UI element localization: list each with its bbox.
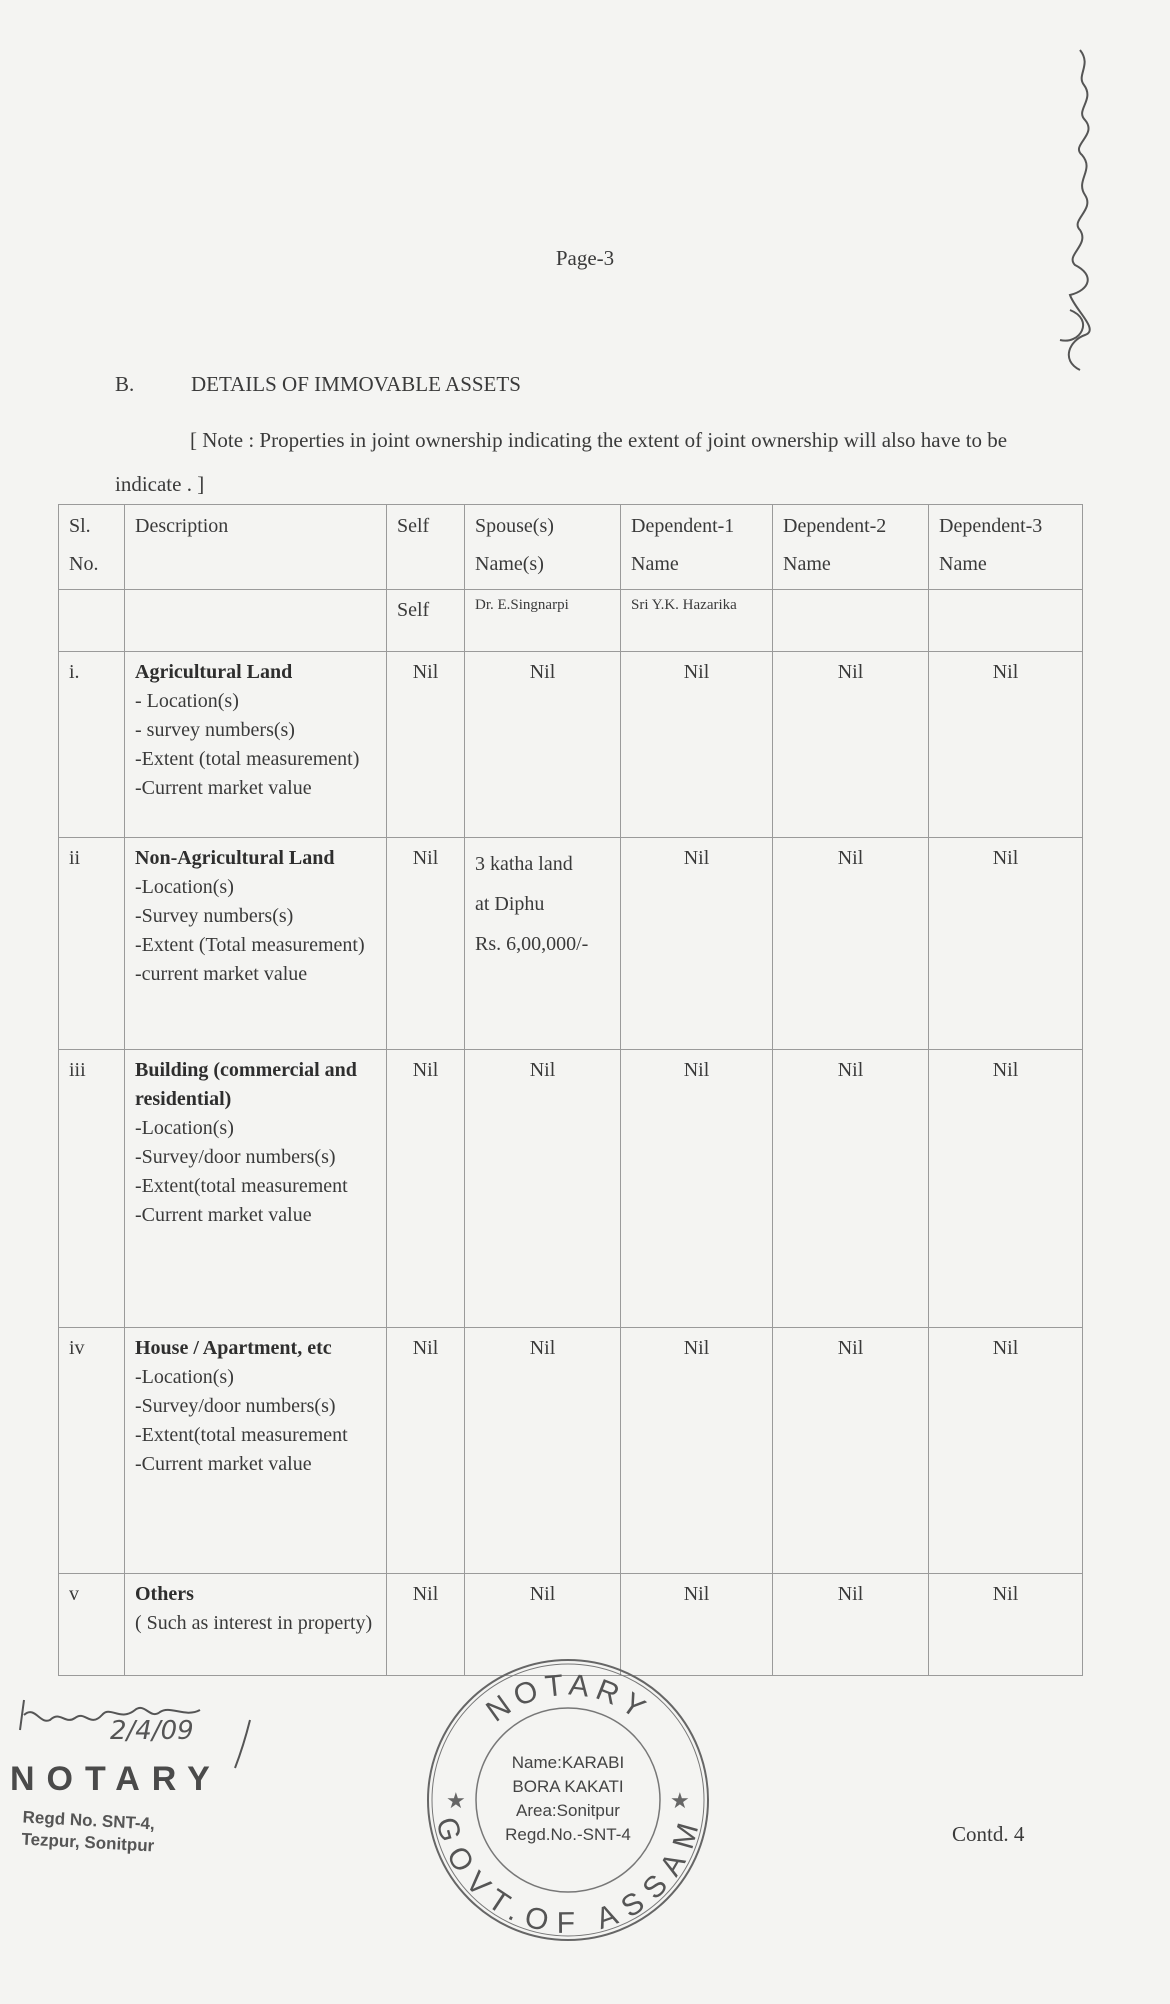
page-number: Page-3 [555, 246, 615, 270]
row-self: Nil [387, 838, 465, 1050]
row-description-line: -Survey numbers(s) [135, 905, 294, 927]
row-spouse-line: 3 katha land [475, 853, 573, 875]
row-spouse-line: Nil [529, 1583, 556, 1605]
name-dependent-2 [773, 590, 929, 652]
row-dependent-1: Nil [621, 838, 773, 1050]
row-self: Nil [387, 652, 465, 838]
notary-date: 2/4/09 [110, 1716, 194, 1746]
row-sl: v [59, 1574, 125, 1676]
row-self: Nil [387, 1328, 465, 1574]
header-dependent-1: Dependent-1 Name [621, 505, 773, 590]
row-dependent-3: Nil [929, 1328, 1083, 1574]
row-description [125, 838, 387, 1050]
header-dependent-2: Dependent-2 Name [773, 505, 929, 590]
row-description-line: -Extent (Total measurement) [135, 934, 365, 956]
svg-text:BORA KAKATI: BORA KAKATI [512, 1777, 624, 1796]
note-text: [ Note : Properties in joint ownership indicating the extent of joint ownership will also have to be indicate . ] [115, 428, 1008, 496]
row-description-line: -Location(s) [135, 1117, 234, 1139]
row-description [125, 1328, 387, 1574]
svg-text:★: ★ [670, 1788, 690, 1813]
row-title: Building (commercial and residential) [135, 1059, 357, 1110]
continued-label: Contd. 4 [952, 1822, 1025, 1846]
svg-text:Regd.No.-SNT-4: Regd.No.-SNT-4 [505, 1825, 631, 1844]
section-heading [115, 372, 521, 397]
table-header-row [59, 505, 1083, 590]
row-description-line: - survey numbers(s) [135, 719, 295, 741]
name-dependent-1: Sri Y.K. Hazarika [621, 590, 773, 652]
row-dependent-2: Nil [773, 838, 929, 1050]
row-dependent-2: Nil [773, 1328, 929, 1574]
svg-text:Name:KARABI: Name:KARABI [511, 1753, 625, 1772]
svg-text:★: ★ [446, 1788, 466, 1813]
table-row [59, 1328, 1083, 1574]
table-row [59, 652, 1083, 838]
row-description [125, 1574, 387, 1676]
row-title: Non-Agricultural Land [135, 847, 335, 869]
row-self: Nil [387, 1050, 465, 1328]
row-self: Nil [387, 1574, 465, 1676]
header-description: Description [125, 505, 387, 590]
row-spouse [465, 838, 621, 1050]
row-sl: iv [59, 1328, 125, 1574]
name-self: Self [387, 590, 465, 652]
row-title: Agricultural Land [135, 661, 293, 683]
row-title: House / Apartment, etc [135, 1337, 332, 1359]
row-dependent-3: Nil [929, 652, 1083, 838]
row-description-line: -Extent(total measurement [135, 1175, 348, 1197]
row-sl: iii [59, 1050, 125, 1328]
row-dependent-2: Nil [773, 1050, 929, 1328]
table-row [59, 1050, 1083, 1328]
row-dependent-3: Nil [929, 1050, 1083, 1328]
row-description [125, 652, 387, 838]
row-description-line: -Location(s) [135, 1366, 234, 1388]
svg-text:GOVT.OF ASSAM: GOVT.OF ASSAM [429, 1813, 707, 1940]
row-dependent-3: Nil [929, 1574, 1083, 1676]
row-dependent-1: Nil [621, 1574, 773, 1676]
row-spouse-line: Nil [529, 1337, 556, 1359]
row-description-line: ( Such as interest in property) [135, 1612, 373, 1634]
row-spouse [465, 652, 621, 838]
row-spouse-line: Rs. 6,00,000/- [475, 933, 589, 955]
header-self: Self [387, 505, 465, 590]
row-sl: ii [59, 838, 125, 1050]
signature-icon [1040, 40, 1110, 380]
notary-word: NOTARY [10, 1760, 222, 1798]
header-spouse: Spouse(s) Name(s) [465, 505, 621, 590]
row-spouse-line: at Diphu [475, 893, 545, 915]
immovable-assets-table [58, 504, 1083, 1676]
header-sl: Sl. No. [59, 505, 125, 590]
section-letter: B. [115, 372, 135, 396]
row-description-line: -Current market value [135, 1453, 312, 1475]
table-names-row [59, 590, 1083, 652]
row-spouse-line: Nil [529, 1059, 556, 1081]
row-title: Others [135, 1583, 194, 1605]
header-dependent-3: Dependent-3 Name [929, 505, 1083, 590]
row-description [125, 1050, 387, 1328]
row-dependent-2: Nil [773, 1574, 929, 1676]
row-description-line: -Location(s) [135, 876, 234, 898]
row-description-line: -Extent (total measurement) [135, 748, 360, 770]
section-title: DETAILS OF IMMOVABLE ASSETS [191, 372, 521, 396]
row-description-line: -Survey/door numbers(s) [135, 1395, 336, 1417]
row-description-line: - Location(s) [135, 690, 239, 712]
row-dependent-1: Nil [621, 652, 773, 838]
row-description-line: -Extent(total measurement [135, 1424, 348, 1446]
row-dependent-1: Nil [621, 1328, 773, 1574]
row-spouse [465, 1050, 621, 1328]
row-spouse-line: Nil [529, 661, 556, 683]
name-spouse: Dr. E.Singnarpi [465, 590, 621, 652]
row-sl: i. [59, 652, 125, 838]
row-spouse [465, 1328, 621, 1574]
row-dependent-2: Nil [773, 652, 929, 838]
row-description-line: -Current market value [135, 777, 312, 799]
svg-text:NOTARY: NOTARY [480, 1668, 656, 1729]
notary-regd: Regd No. SNT-4, Tezpur, Sonitpur [21, 1807, 156, 1856]
row-description-line: -Survey/door numbers(s) [135, 1146, 336, 1168]
row-description-line: -current market value [135, 963, 308, 985]
notary-seal-icon [418, 1650, 718, 1950]
table-row [59, 838, 1083, 1050]
row-description-line: -Current market value [135, 1204, 312, 1226]
notary-signature-stamp [10, 1680, 270, 1860]
row-dependent-1: Nil [621, 1050, 773, 1328]
name-dependent-3 [929, 590, 1083, 652]
svg-text:Area:Sonitpur: Area:Sonitpur [516, 1801, 620, 1820]
row-dependent-3: Nil [929, 838, 1083, 1050]
